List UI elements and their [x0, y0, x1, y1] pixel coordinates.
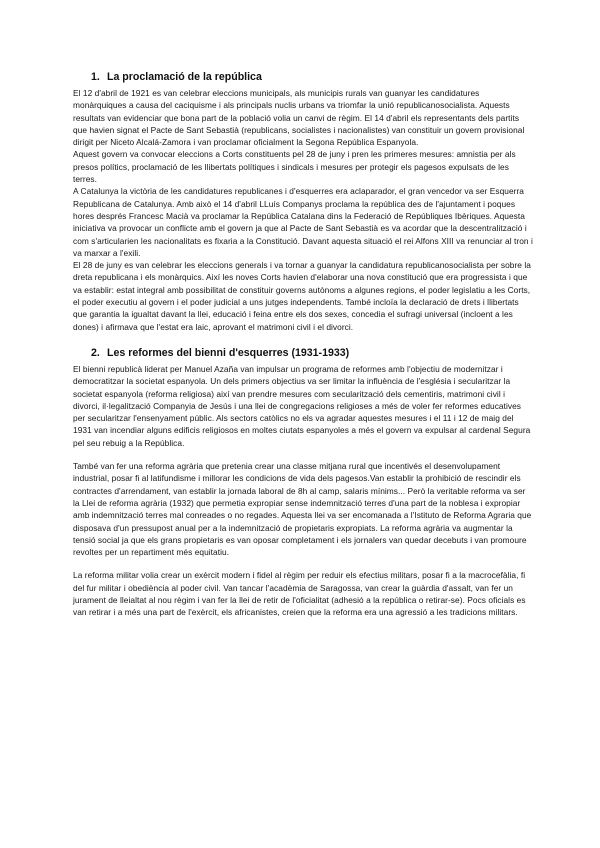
section-title: La proclamació de la república	[107, 71, 262, 83]
section-number: 1.	[91, 71, 100, 83]
paragraph: Aquest govern va convocar eleccions a Corts constituents pel 28 de juny i pren les primeres mesures: amnistia per als presos polítics, proclamació de les llibertats polítiques i sindicals i mesures per protegir els pagesos expulsats de les terres.	[73, 149, 516, 185]
paragraph: El 12 d'abril de 1921 es van celebrar eleccions municipals, als municipis rurals van guanyar les candidatures monàrquiques a causa del caciquisme i als principals nuclis urbans va triomfar la unió republicanosocialista. Aquests resultats van evidenciar que bona part de la població volia un canvi de règim. El 14 d'abril els representants dels partits que havien signat el Pacte de Sant Sebastià (republicans, socialistes i nacionalistes) van constituir un govern provisional dirigit per Niceto Alcalá-Zamora i van proclamar oficialment la Segona República Espanyola.	[73, 88, 525, 148]
section-number: 2.	[91, 346, 100, 359]
paragraph: La reforma militar volia crear un exèrcit modern i fidel al règim per reduir els efectius militars, posar fi a la macrocefàlia, fi del fur militar i obediència al poder civil. Van tancar l'acadèmia de Saragossa, van crear la guàrdia d'assalt, van fer un jurament de lleialtat al nou règim i van fer la llei de retir de l'oficialitat (adhesió a la república o retirar-se). Pocs oficials es van retirar i a més una part de l'exèrcit, els africanistes, creien que la reforma era una agressió a les tradicions militars.	[73, 570, 526, 618]
paragraph: També van fer una reforma agrària que pretenia crear una classe mitjana rural que incentivés el desenvolupament industrial, posar fi al latifundisme i millorar les condicions de vida dels pagesos.Van establir la prohibició de rescindir els contractes d'arrendament, van establir la jornada laboral de 8h al camp, salaris mínims... Però la veritable reforma va ser la Llei de reforma agrària (1932) que permetia expropiar sense indemnització terres d'una part de la noblesa i expropiar amb indemnització terres mal conreades o no regades. Aquesta llei va ser encomanada a l'Istituto de Reforma Agraria que disposava d'un pressupost anual per a la indemnització de propietaris expropiats. La reforma agrària va augmentar la tensió social ja que els grans propietaris es van oposar completament i els jornalers van quedar decebuts i van promoure revoltes per un repartiment més equitatiu.	[73, 461, 532, 558]
paragraph: A Catalunya la victòria de les candidatures republicanes i d'esquerres era aclaparador, el gran vencedor va ser Esquerra Republicana de Catalunya. Amb això el 14 d'abril LLuís Companys proclama la república des de l'ajuntament i poques hores després Francesc Macià va proclamar la República Catalana dins la Federació de Repúbliques Ibèriques. Aquesta iniciativa va provocar un conflicte amb el govern ja que al Pacte de Sant Sebastià es va acordar que la descentralització i com s'articularien les nacionalitats es fixaria a la Constitució. Davant aquesta situació el rei Alfons XIII va renunciar al tron i va marxar a l'exili.	[73, 186, 533, 258]
document-body	[73, 71, 533, 619]
paragraph: El 28 de juny es van celebrar les eleccions generals i va tornar a guanyar la candidatura republicanosocialista per sobre la dreta republicana i els monàrquics. Així les noves Corts havien d'elaborar una nova constitució que era progressista i que va establir: estat integral amb possibilitat de constituir governs autònoms a algunes regions, el poder legislatiu a les Corts, el poder executiu al govern i el poder judicial a uns jutges independents. També incloïa la declaració de drets i llibertats que garantia la igualtat davant la llei, educació i feina entre els dos sexes, concedia el sufragi universal (incloent a les dones) i afirmava que l'estat era laic, aprovant el matrimoni civil i el divorci.	[73, 260, 531, 332]
paragraph: El bienni republicà liderat per Manuel Azaña van impulsar un programa de reformes amb l'objectiu de modernitzar i democratitzar la societat espanyola. Un dels primers objectius va ser limitar la influència de l'església i secularitzar la societat espanyola (reforma religiosa) així van prendre mesures com secularització dels cementiris, matrimoni civil i divorci, il·legalització Companyia de Jesús i una llei de congregacions religioses a més de voler fer reformes educatives per secularitzar l'ensenyament públic. Als sectors catòlics no els va agradar aquestes mesures i el 11 i 12 de maig del 1931 van incendiar alguns edificis religiosos en moltes ciutats espanyoles a més el govern va expulsar al cardenal Segura pel seu rebuig a la República.	[73, 363, 531, 448]
section-heading-reformes	[73, 347, 533, 360]
section-title: Les reformes del bienni d'esquerres (1931-1933)	[107, 346, 350, 359]
section-heading-proclamacio	[73, 71, 533, 84]
